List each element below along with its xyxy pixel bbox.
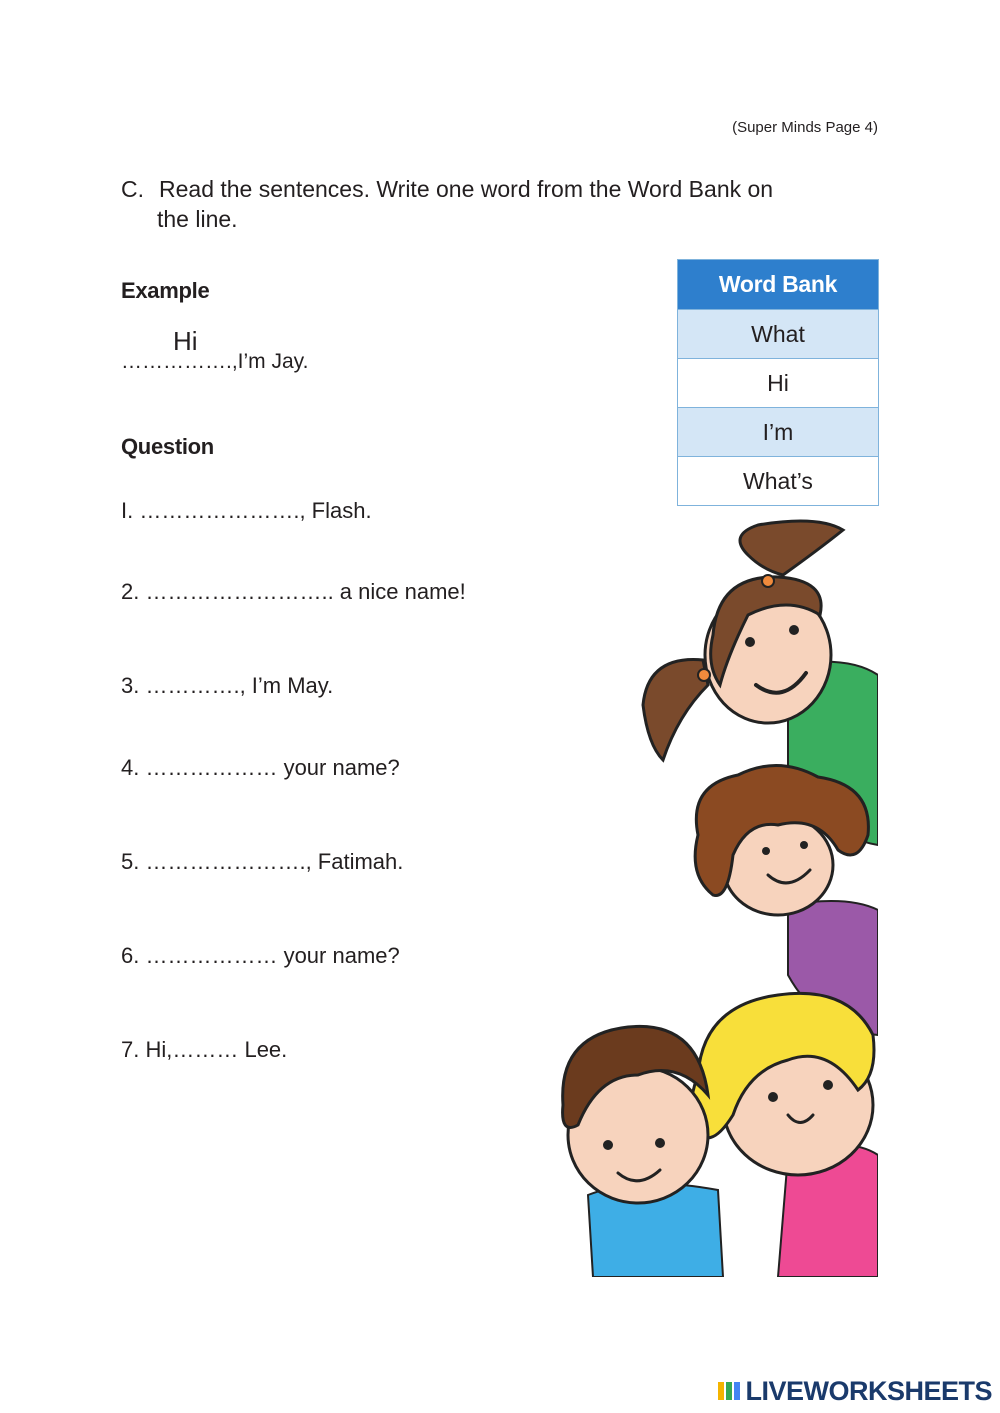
instruction (121, 174, 821, 234)
word-bank-item: Hi (678, 358, 878, 407)
example-sentence: …………….,I’m Jay. (121, 350, 309, 373)
instruction-line-1: Read the sentences. Write one word from the Word Bank on (159, 176, 774, 202)
example-answer: Hi (173, 326, 198, 356)
word-bank (677, 259, 879, 506)
liveworksheets-brand: LIVEWORKSHEETS (745, 1375, 992, 1406)
source-note: (Super Minds Page 4) (732, 119, 878, 136)
question-4[interactable]: 4. ……………… your name? (121, 755, 400, 780)
word-bank-title: Word Bank (678, 260, 878, 309)
question-3[interactable]: 3. …………., I’m May. (121, 673, 334, 698)
question-1[interactable]: I. …………………., Flash. (121, 498, 372, 523)
instruction-letter: C. (121, 176, 144, 202)
kids-illustration (488, 515, 878, 1277)
word-bank-item: What’s (678, 456, 878, 505)
instruction-line-2: the line. (157, 206, 238, 232)
question-7[interactable]: 7. Hi,……… Lee. (121, 1037, 288, 1062)
question-5[interactable]: 5. …………………., Fatimah. (121, 849, 404, 874)
liveworksheets-logo[interactable] (717, 1376, 992, 1406)
question-heading: Question (121, 434, 214, 459)
liveworksheets-logo-icon (717, 1379, 741, 1403)
word-bank-item: What (678, 309, 878, 358)
question-6[interactable]: 6. ……………… your name? (121, 943, 400, 968)
question-2[interactable]: 2. …………………….. a nice name! (121, 579, 466, 604)
word-bank-item: I’m (678, 407, 878, 456)
boy-figure (563, 1026, 723, 1277)
example-heading: Example (121, 278, 210, 303)
